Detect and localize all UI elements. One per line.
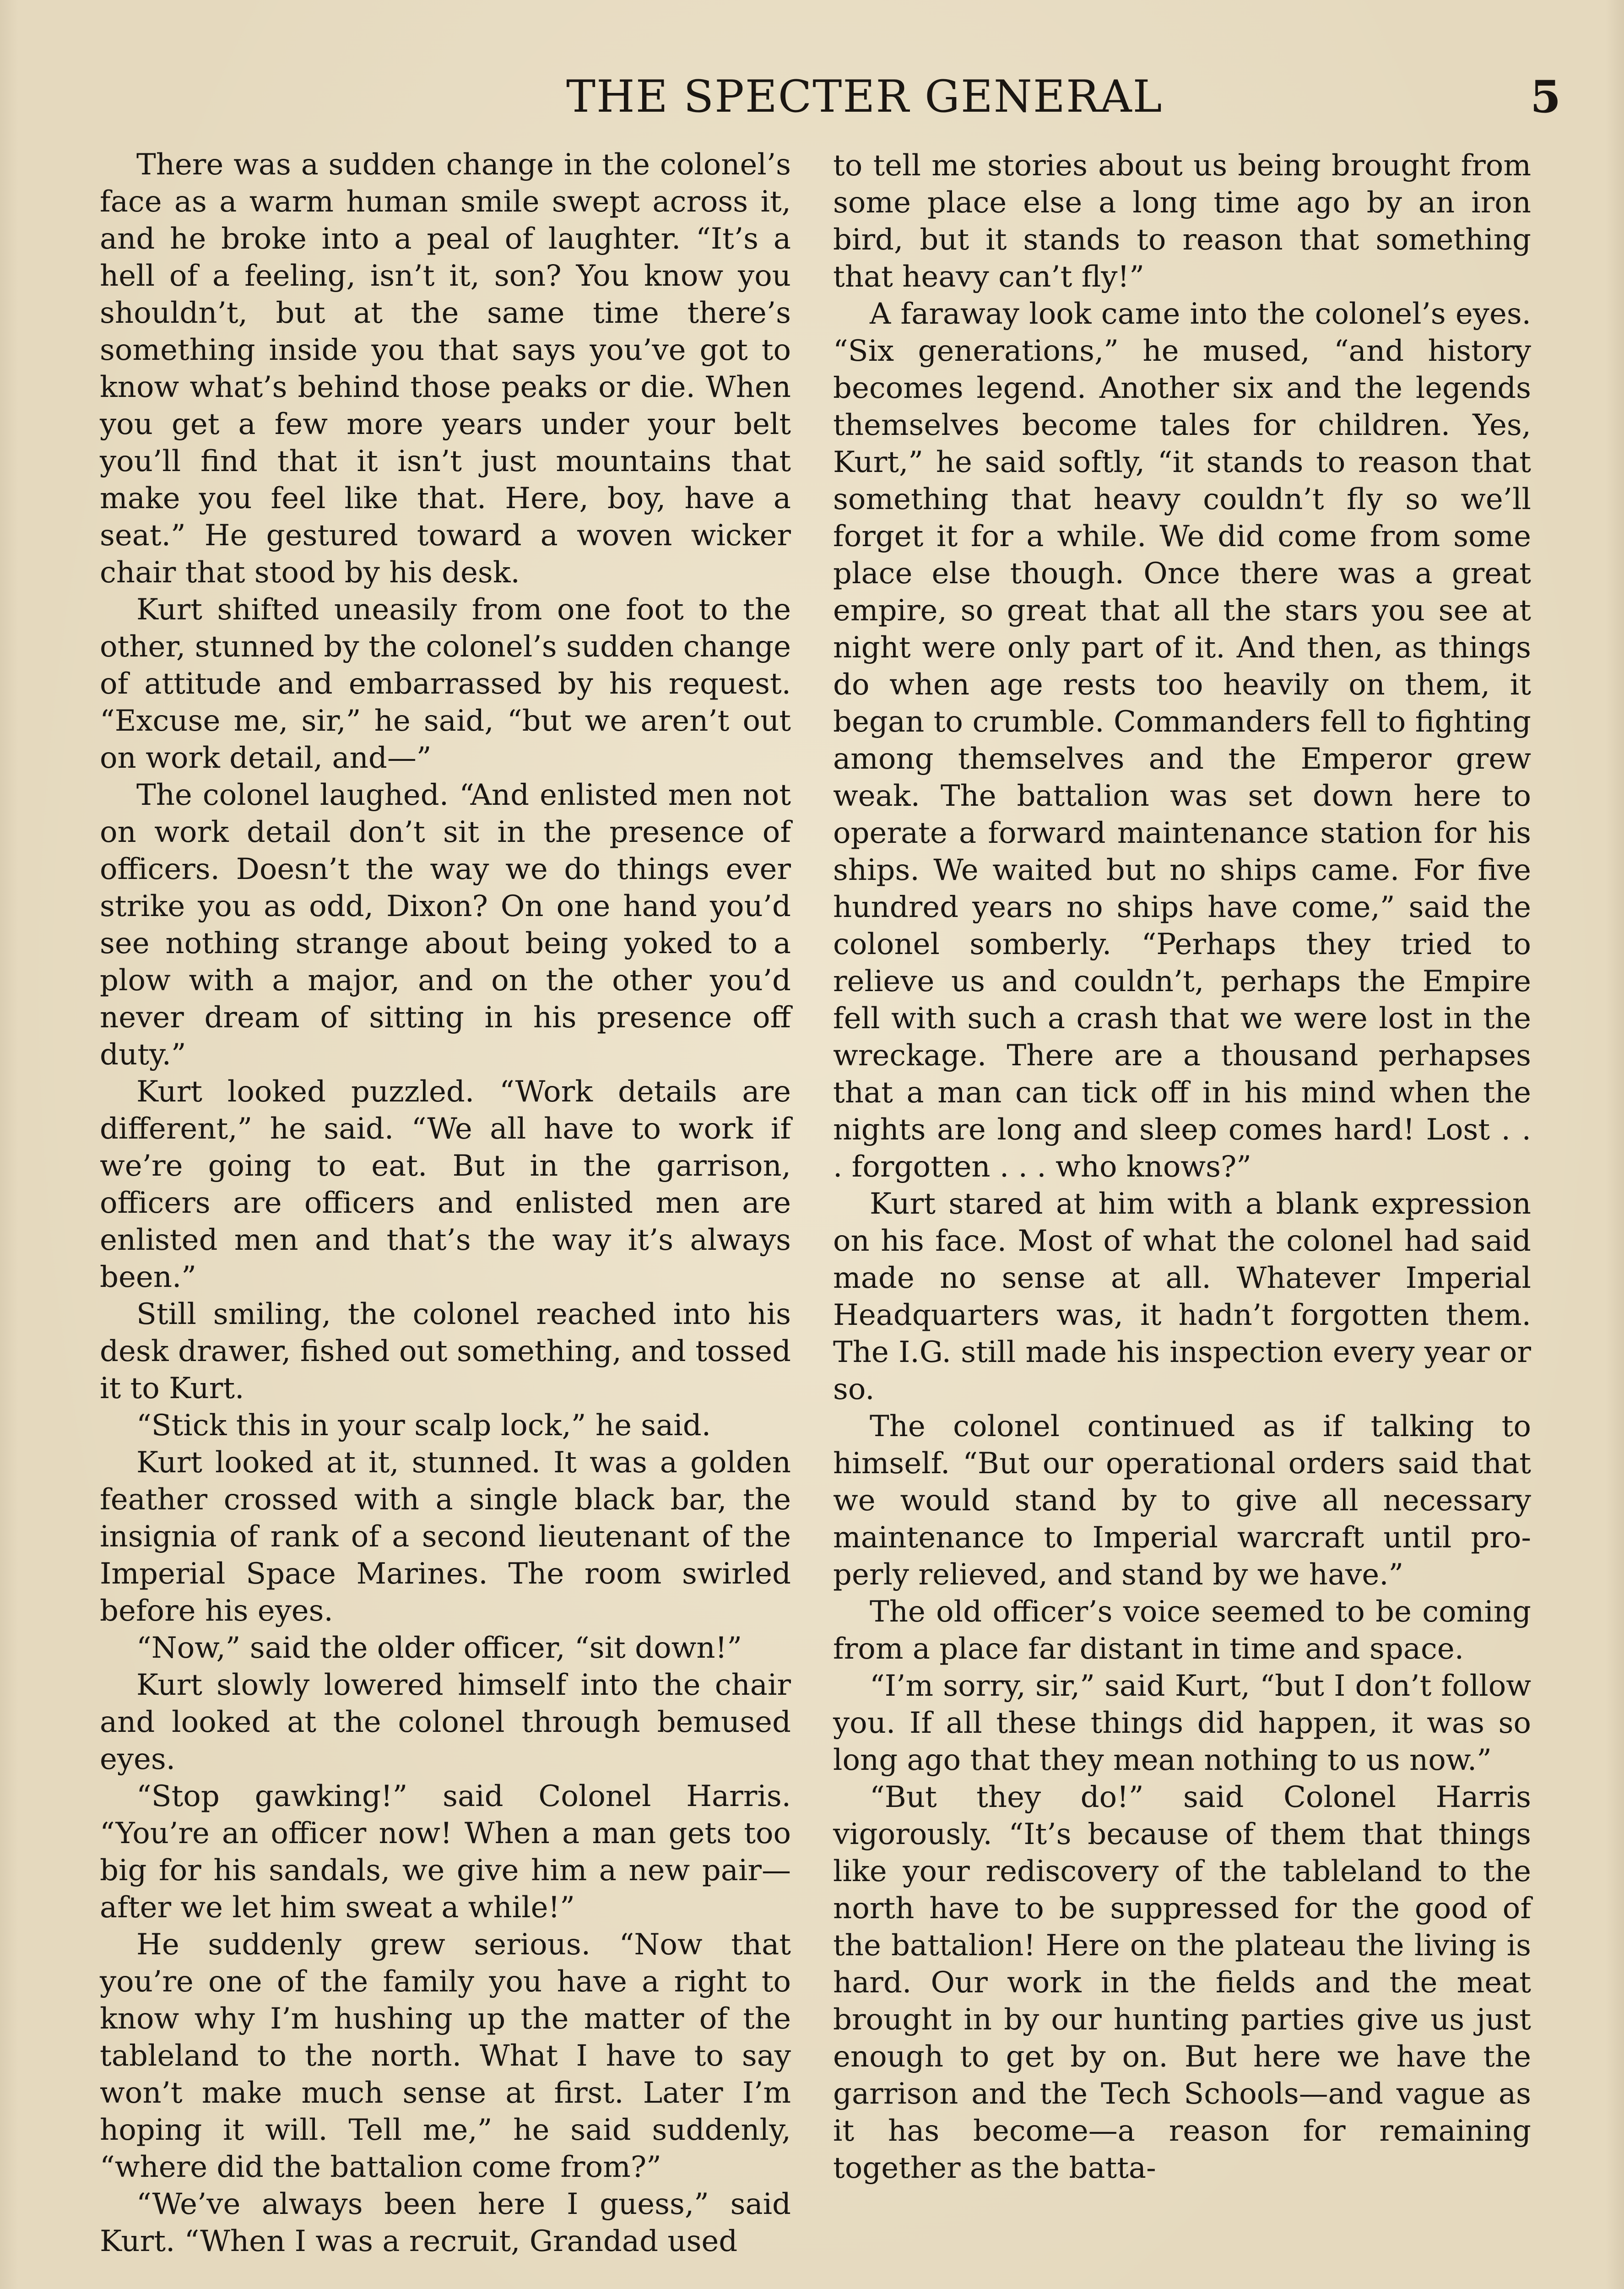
- right-column: [833, 147, 1531, 2187]
- paragraph: He suddenly grew serious. “Now that you’re one of the family you have a right to know why I’m hushing up the matter of the tableland to the north. What I have to say won’t make much sense at first. Later I’m hoping it will. Tell me,” he said suddenly, “where did the battalion come from?”: [100, 1928, 791, 2184]
- paragraph: There was a sudden change in the colonel’s face as a warm human smile swept across it, and he broke into a peal of laughter. “It’s a hell of a feeling, isn’t it, son? You know you shouldn’t, but at the same time there’s something inside you that says you’ve got to know what’s behind those peaks or die. When you get a few more years under your belt you’ll find that it isn’t just mountains that make you feel like that. Here, boy, have a seat.” He gestured toward a woven wicker chair that stood by his desk.: [100, 148, 791, 590]
- paragraph: “We’ve always been here I guess,” said Kurt. “When I was a recruit, Grandad used: [100, 2187, 791, 2258]
- paragraph: The colonel continued as if talking to himself. “But our operational orders said that we would stand by to give all necessary maintenance to Imperial warcraft until properly relieved, and stand by we have.”: [833, 1410, 1531, 1592]
- paragraph: A faraway look came into the colonel’s eyes. “Six generations,” he mused, “and history becomes legend. Another six and the legends themselves become tales for children. Yes, Kurt,” he said softly, “it stands to reason that something that heavy couldn’t fly so we’ll forget it for a while. We did come from some place else though. Once there was a great empire, so great that all the stars you see at night were only part of it. And then, as things do when age rests too heavily on them, it began to crumble. Commanders fell to fighting among themselves and the Emperor grew weak. The battalion was set down here to operate a forward maintenance station for his ships. We waited but no ships came. For five hundred years no ships have come,” said the colonel somberly. “Perhaps they tried to relieve us and couldn’t, perhaps the Empire fell with such a crash that we were lost in the wreckage. There are a thousand perhapses that a man can tick off in his mind when the nights are long and sleep comes hard! Lost . . . forgotten . . . who knows?”: [833, 297, 1531, 1184]
- page-number: 5: [1530, 71, 1561, 123]
- paragraph: Kurt shifted uneasily from one foot to the other, stunned by the colonel’s sudden change of attitude and embarrassed by his request. “Excuse me, sir,” he said, “but we aren’t out on work detail, and—”: [100, 593, 791, 775]
- paragraph: Kurt slowly lowered himself into the chair and looked at the colonel through bemused eyes.: [100, 1668, 791, 1776]
- paragraph: Still smiling, the colonel reached into his desk drawer, fished out something, and tossed it to Kurt.: [100, 1297, 791, 1405]
- paragraph: “Stop gawking!” said Colonel Harris. “You’re an officer now! When a man gets too big for his sandals, we give him a new pair—after we let him sweat a while!”: [100, 1779, 791, 1925]
- running-header: THE SPECTER GENERAL: [566, 71, 1163, 122]
- paragraph: “Now,” said the older officer, “sit down!”: [136, 1631, 742, 1665]
- paragraph: The old officer’s voice seemed to be coming from a place far distant in time and space.: [833, 1595, 1531, 1666]
- paragraph: “Stick this in your scalp lock,” he said.: [136, 1409, 711, 1443]
- paragraph: The colonel laughed. “And enlisted men not on work detail don’t sit in the presence of officers. Doesn’t the way we do things ever strike you as odd, Dixon? On one hand you’d see nothing strange about being yoked to a plow with a major, and on the other you’d never dream of sitting in his presence off duty.”: [100, 778, 791, 1072]
- paragraph: “I’m sorry, sir,” said Kurt, “but I don’t follow you. If all these things did happen, it was so long ago that they mean nothing to us now.”: [833, 1669, 1531, 1777]
- paragraph: Kurt looked at it, stunned. It was a golden feather crossed with a single black bar, the insignia of rank of a second lieutenant of the Imperial Space Marines. The room swirled before his eyes.: [100, 1446, 791, 1628]
- paragraph: Kurt looked puzzled. “Work details are different,” he said. “We all have to work if we’re going to eat. But in the garrison, officers are officers and enlisted men are enlisted men and that’s the way it’s always been.”: [100, 1075, 791, 1294]
- left-column: [100, 146, 791, 2260]
- paragraph: “But they do!” said Colonel Harris vigorously. “It’s because of them that things like your rediscovery of the tableland to the north have to be suppressed for the good of the battalion! Here on the plateau the living is hard. Our work in the fields and the meat brought in by our hunting parties give us just enough to get by on. But here we have the garrison and the Tech Schools—and vague as it has become—a reason for remaining together as the batta-: [833, 1780, 1531, 2185]
- paragraph-continued: to tell me stories about us being brought from some place else a long time ago by an iron bird, but it stands to reason that something that heavy can’t fly!”: [833, 149, 1531, 294]
- paragraph: Kurt stared at him with a blank expression on his face. Most of what the colonel had said made no sense at all. Whatever Imperial Headquarters was, it hadn’t forgotten them. The I.G. still made his inspection every year or so.: [833, 1187, 1531, 1406]
